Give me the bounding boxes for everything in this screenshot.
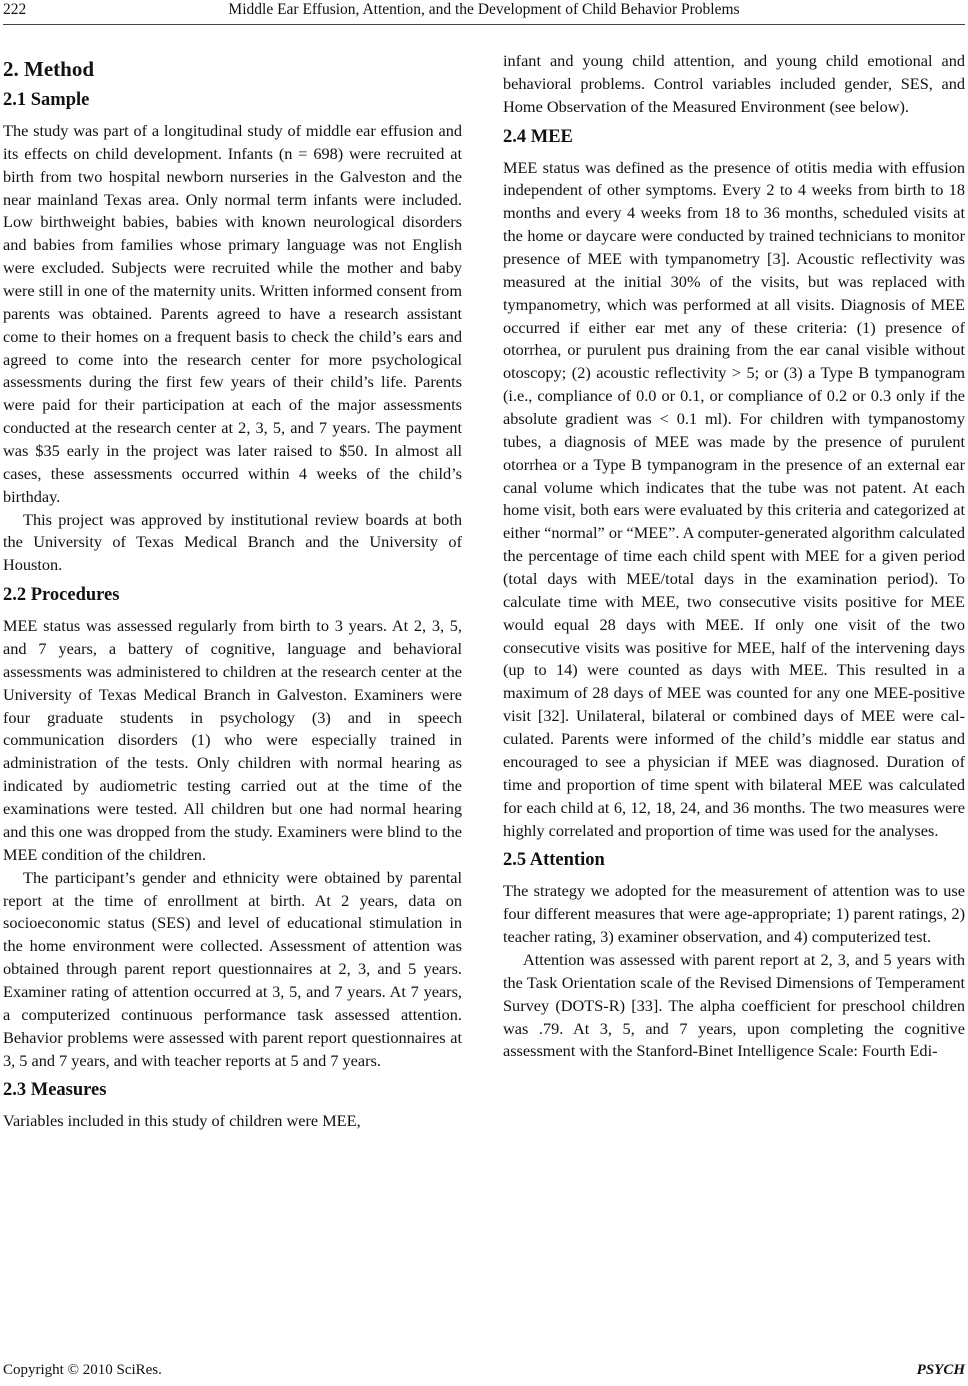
subsection-title-mee: 2.4 MEE [503,126,573,147]
page-number: 222 [3,1,27,18]
paragraph: MEE status was assessed regularly from birth to 3 years. At 2, 3, 5, and 7 years, a battery of cognitive, language and behavioral assessments was administered to children at the research center at the University of Texas Medical Branch in Galveston. Examiners were four graduate students in psychology (3) and in speech communication disorders (1) who were especially trained in administration of the tests. Only children with normal hearing as indicated by audiometric testing carried out at the time of the examinations were tested. All children but one had normal hearing and this one was dropped from the study. Examiners were blind to the MEE condition of the children. [3,616,462,864]
right-column [503,50,965,1356]
paragraph: Attention was assessed with parent report at 2, 3, and 5 years with the Task Orientation scale of the Revised Dimensions of Temperament Survey (DOTS-R) [33]. The alpha coefficient for preschool children was .79. At 3, 5, and 7 years, upon completing the cognitive assessment with the Stanford-Binet Intelligence Scale: Fourth Edi- [503,949,965,1061]
copyright-notice: Copyright © 2010 SciRes. [3,1362,162,1378]
paragraph: The strategy we adopted for the measurement of attention was to use four different measures that were age-appropriate; 1) parent ratings, 2) teacher rating, 3) examiner observation, and 4) computerized test. [503,881,965,947]
page-header [0,0,968,22]
paragraph: This project was approved by institutional review boards at both the University of Texas Medical Branch and the University of Houston. [3,509,462,575]
subsection-title-sample: 2.1 Sample [3,90,90,110]
page-footer [0,1360,968,1382]
section-title: 2. Method [3,57,94,81]
paragraph: The participant’s gender and ethnicity were obtained by parental report at the time of enrollment at birth. At 2 years, data on socioeconomic status (SES) and level of educational stimulation in the home environment were collected. Assessment of attention was obtained through parent report questionnaires at 2, 3, and 5 years. Examiner rating of attention occurred at 3, 5, and 7 years. At 7 years, a computerized continuous performance task assessed attention. Behavior problems were assessed with parent report questionnaires at 3, 5 and 7 years, and with teacher reports at 5 and 7 years. [3,867,462,1070]
left-column [3,50,462,1356]
subsection-title-procedures: 2.2 Procedures [3,585,120,606]
journal-name: PSYCH [916,1362,965,1378]
paragraph: infant and young child attention, and young child emotional and behavioral problems. Control variables included gender, SES, and Home Observation of the Measured Environment (see below). [503,51,965,116]
subsection-title-attention: 2.5 Attention [503,850,605,871]
paragraph: MEE status was defined as the presence of otitis media with effusion independent of other symptoms. Every 2 to 4 weeks from birth to 18 months and every 4 weeks from 18 to 36 months, scheduled visits at the home or daycare were conducted by trained technicians to monitor presence of MEE with tympanometry [3]. Acoustic reflectivity was measured at the initial 30% of the visits, but was replaced with tympanometry, which was performed at all visits. Diagnosis of MEE occurred if either ear met any of these criteria: (1) presence of otorrhea, or purulent pus draining from the ear canal visible without otoscopy; (2) acoustic reflectivity > 5; or (3) a Type B tympanogram (i.e., compliance of 0.0 or 0.1, or compliance of 0.2 or 0.3 only if the absolute gradient was < 0.1 ml). For children with tympanostomy tubes, a diagnosis of MEE was made by the presence of purulent otorrhea or a Type B tympanogram in the presence of an external ear canal volume which indicates that the tube was not patent. At each home visit, both ears were evaluated by this criteria and categorized at either “normal” or “MEE”. A computer-generated algorithm calculated the percentage of time each child spent with MEE for a given period (total days with MEE/total days in the examination period). To calculate time with MEE, two consecutive visits positive for MEE would equal 28 days with MEE. If only one visit of the two consecutive visits was positive for MEE, half of the intervening days (up to 14) were counted as days with MEE. This resulted in a maximum of 28 days of MEE was counted for any one MEE-positive visit [32]. Unilateral, bilateral or combined days of MEE were calculated. Parents were informed of the child’s middle ear status and encouraged to see a physician if MEE was diagnosed. Duration of time and proportion of time spent with bilateral MEE was calculated for each child at 6, 12, 18, 24, and 36 months. The two measures were highly correlated and proportion of time was used for the analyses. [503,157,965,840]
subsection-title-measures: 2.3 Measures [3,1080,107,1101]
paragraph: Variables included in this study of children were MEE, [3,1111,361,1131]
paragraph: The study was part of a longitudinal study of middle ear effusion and its effects on child development. Infants (n = 698) were recruited at birth from two hospital newborn nurseries in the Galveston and the near mainland Texas area. Only normal term infants were included. Low birthweight babies, babies with known neurological disorders and babies from families whose primary language was not English were excluded. Subjects were recruited while the mother and baby were still in one of the maternity units. Written informed consent from parents was obtained. Parents agreed to have a research assistant come to their homes on a frequent basis to check the child’s ears and agreed to come into the research center for more psychological assessments during the first few years of their child’s life. Parents were paid for their participation at each of the major assessments conducted at the research center at 2, 3, 5, and 7 years. The payment was $35 early in the project was later raised to $50. In almost all cases, these assessments occurred within 4 weeks of the child’s birthday. [3,121,462,506]
header-rule [3,24,965,25]
running-title: Middle Ear Effusion, Attention, and the Development of Child Behavior Problems [228,1,740,18]
